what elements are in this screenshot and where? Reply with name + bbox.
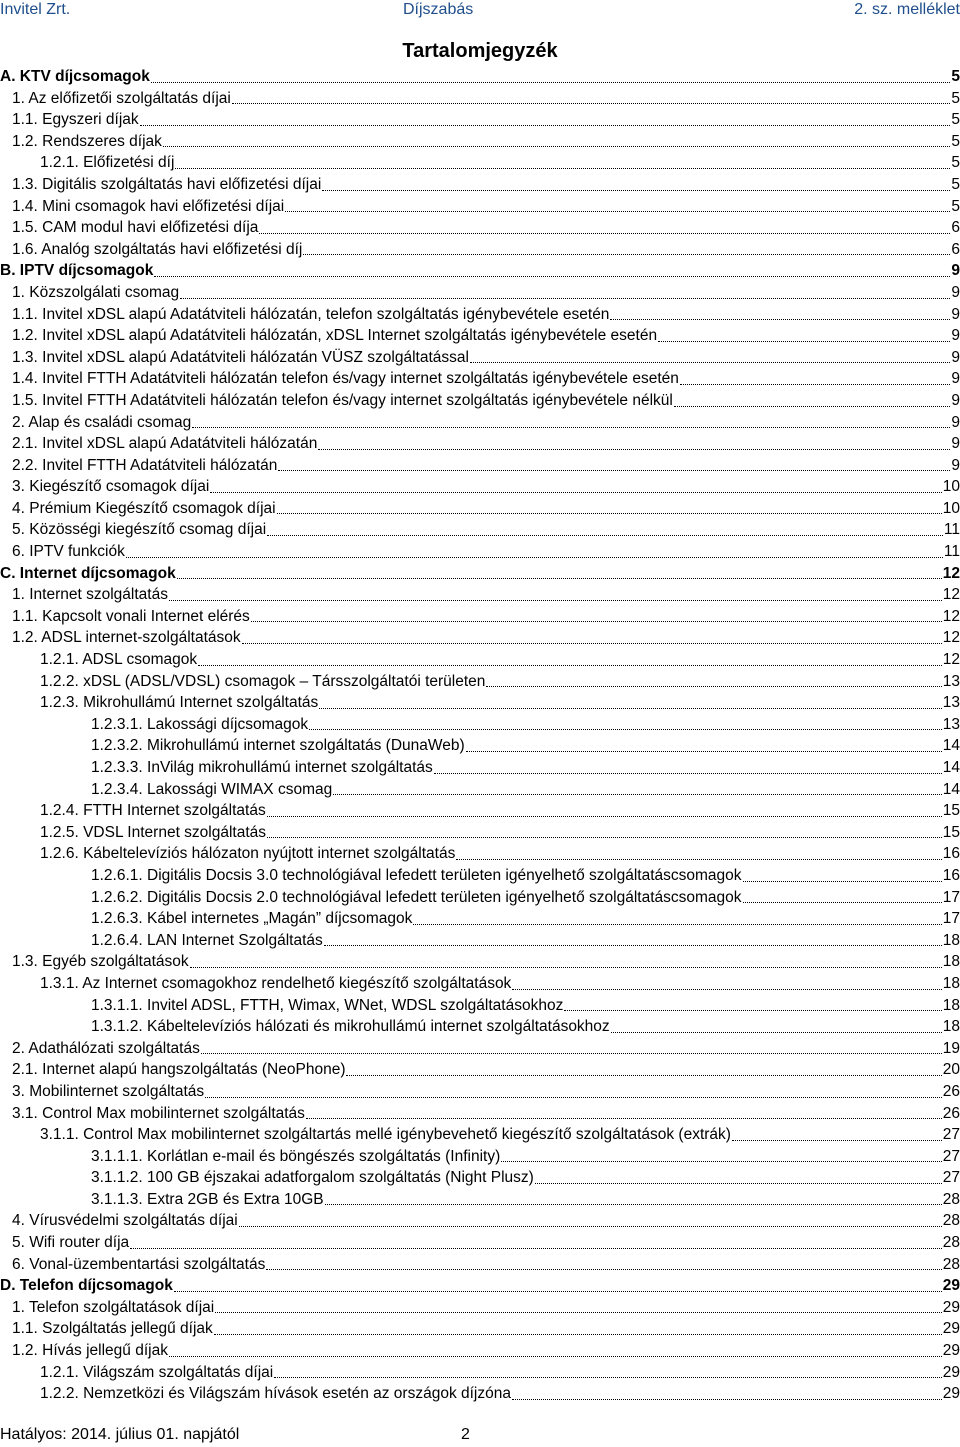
toc-entry[interactable] bbox=[0, 951, 960, 973]
toc-entry-title: 1.2.3.3. InVilág mikrohullámú internet szolgáltatás bbox=[91, 759, 433, 776]
toc-entry[interactable] bbox=[0, 887, 960, 909]
toc-entry-title: 1.1. Szolgáltatás jellegű díjak bbox=[12, 1320, 213, 1338]
toc-entry-title: 1.2.4. FTTH Internet szolgáltatás bbox=[40, 802, 266, 820]
toc-entry-page: 16 bbox=[942, 866, 960, 884]
toc-entry-title: 2.2. Invitel FTTH Adatátviteli hálózatán bbox=[12, 456, 278, 474]
toc-entry[interactable] bbox=[0, 390, 960, 412]
toc-entry-page: 29 bbox=[942, 1363, 960, 1381]
toc-dot-leader bbox=[413, 924, 941, 925]
toc-entry[interactable] bbox=[0, 476, 960, 498]
toc-entry[interactable] bbox=[0, 1383, 960, 1405]
toc-entry[interactable] bbox=[0, 908, 960, 930]
toc-entry-title: 3. Kiegészítő csomagok díjai bbox=[12, 478, 210, 496]
toc-entry-page: 13 bbox=[942, 694, 960, 712]
toc-entry-page: 9 bbox=[951, 305, 960, 323]
toc-entry-page: 29 bbox=[942, 1385, 960, 1403]
toc-entry[interactable] bbox=[0, 973, 960, 995]
toc-entry-title: 1.5. Invitel FTTH Adatátviteli hálózatán telefon és/vagy internet szolgáltatás igénybevétele nélkül bbox=[12, 391, 673, 409]
toc-entry-title: 1.1. Egyszeri díjak bbox=[12, 111, 139, 129]
toc-entry[interactable] bbox=[0, 822, 960, 844]
toc-dot-leader bbox=[322, 190, 950, 191]
footer-page-number: 2 bbox=[461, 1426, 470, 1443]
toc-entry[interactable] bbox=[0, 671, 960, 693]
toc-entry-page: 12 bbox=[942, 586, 960, 604]
toc-dot-leader bbox=[140, 125, 951, 126]
toc-dot-leader bbox=[215, 1312, 942, 1313]
toc-entry-title: 1.2.1. Világszám szolgáltatás díjai bbox=[40, 1363, 274, 1381]
toc-entry-title: 1.2.2. Nemzetközi és Világszám hívások esetén az országok díjzóna bbox=[40, 1385, 511, 1403]
toc-entry-page: 9 bbox=[951, 327, 960, 345]
toc-entry-title: 1.2.3.2. Mikrohullámú internet szolgáltatás (DunaWeb) bbox=[91, 737, 465, 755]
toc-entry-page: 26 bbox=[942, 1104, 960, 1122]
toc-entry-title: 1.2. Rendszeres díjak bbox=[12, 132, 162, 150]
toc-dot-leader bbox=[169, 1356, 942, 1357]
toc-dot-leader bbox=[674, 406, 951, 407]
toc-dot-leader bbox=[259, 233, 950, 234]
toc-dot-leader bbox=[267, 816, 942, 817]
toc-entry-page: 5 bbox=[951, 111, 960, 129]
toc-dot-leader bbox=[309, 729, 942, 730]
toc-entry-title: 5. Wifi router díja bbox=[12, 1234, 130, 1252]
toc-dot-leader bbox=[318, 449, 950, 450]
toc-entry[interactable] bbox=[0, 584, 960, 606]
toc-entry-title: 4. Prémium Kiegészítő csomagok díjai bbox=[12, 499, 276, 517]
toc-entry-page: 29 bbox=[942, 1320, 960, 1338]
toc-entry-page: 17 bbox=[942, 888, 960, 906]
toc-dot-leader bbox=[512, 1399, 942, 1400]
toc-entry-title: 1.4. Mini csomagok havi előfizetési díjai bbox=[12, 197, 285, 215]
toc-entry[interactable] bbox=[0, 1016, 960, 1038]
toc-entry-page: 18 bbox=[942, 953, 960, 971]
toc-entry-title: 3.1.1.3. Extra 2GB és Extra 10GB bbox=[91, 1190, 324, 1208]
toc-dot-leader bbox=[267, 535, 943, 536]
toc-entry-page: 27 bbox=[942, 1147, 960, 1165]
toc-entry-title: D. Telefon díjcsomagok bbox=[0, 1277, 173, 1295]
toc-entry-title: 1.2.5. VDSL Internet szolgáltatás bbox=[40, 823, 267, 841]
toc-entry-page: 27 bbox=[942, 1169, 960, 1187]
toc-entry[interactable] bbox=[0, 304, 960, 326]
toc-entry-title: 1.3. Egyéb szolgáltatások bbox=[12, 953, 189, 971]
toc-entry-title: 1.2.6.1. Digitális Docsis 3.0 technológiával lefedett területen igényelhető szolgáltatáscsomagok bbox=[91, 866, 742, 884]
toc-entry-title: 1.2. ADSL internet-szolgáltatások bbox=[12, 629, 241, 647]
toc-entry-page: 9 bbox=[951, 262, 960, 280]
page-footer bbox=[0, 1425, 960, 1447]
toc-entry-title: 1.2. Invitel xDSL alapú Adatátviteli hálózatán, xDSL Internet szolgáltatás igénybevétele esetén bbox=[12, 327, 658, 345]
toc-dot-leader bbox=[610, 319, 950, 320]
toc-entry[interactable] bbox=[0, 368, 960, 390]
toc-dot-leader bbox=[175, 168, 950, 169]
toc-entry-title: 1.2.6.4. LAN Internet Szolgáltatás bbox=[91, 931, 323, 949]
toc-entry-page: 9 bbox=[951, 370, 960, 388]
toc-entry-title: 1. Internet szolgáltatás bbox=[12, 586, 168, 604]
toc-entry-page: 9 bbox=[951, 283, 960, 301]
toc-dot-leader bbox=[210, 492, 941, 493]
toc-entry-page: 10 bbox=[942, 499, 960, 517]
toc-entry[interactable] bbox=[0, 1103, 960, 1125]
toc-entry-title: B. IPTV díjcsomagok bbox=[0, 262, 154, 280]
toc-dot-leader bbox=[130, 1248, 942, 1249]
toc-dot-leader bbox=[278, 470, 950, 471]
toc-entry-page: 5 bbox=[951, 132, 960, 150]
toc-entry-title: 1. Az előfizetői szolgáltatás díjai bbox=[12, 89, 231, 107]
toc-entry[interactable] bbox=[0, 649, 960, 671]
toc-entry[interactable] bbox=[0, 1232, 960, 1254]
toc-entry-title: 1.3.1.1. Invitel ADSL, FTTH, Wimax, WNet, WDSL szolgáltatásokhoz bbox=[91, 996, 564, 1014]
toc-entry-page: 18 bbox=[942, 931, 960, 949]
toc-dot-leader bbox=[333, 794, 942, 795]
toc-entry-title: 1.6. Analóg szolgáltatás havi előfizetési díj bbox=[12, 240, 303, 258]
toc-dot-leader bbox=[214, 1334, 942, 1335]
toc-dot-leader bbox=[346, 1075, 941, 1076]
toc-entry[interactable] bbox=[0, 1189, 960, 1211]
toc-entry-page: 12 bbox=[942, 651, 960, 669]
toc-dot-leader bbox=[732, 1140, 942, 1141]
toc-dot-leader bbox=[251, 621, 942, 622]
toc-entry-title: 1.1. Kapcsolt vonali Internet elérés bbox=[12, 607, 250, 625]
toc-dot-leader bbox=[151, 82, 951, 83]
toc-entry-page: 9 bbox=[951, 413, 960, 431]
toc-entry[interactable] bbox=[0, 196, 960, 218]
toc-entry-page: 15 bbox=[942, 802, 960, 820]
toc-entry[interactable] bbox=[0, 174, 960, 196]
toc-dot-leader bbox=[285, 211, 950, 212]
toc-dot-leader bbox=[198, 665, 942, 666]
toc-entry[interactable] bbox=[0, 152, 960, 174]
toc-dot-leader bbox=[456, 859, 941, 860]
toc-entry-title: 1.2.6.3. Kábel internetes „Magán” díjcsomagok bbox=[91, 910, 413, 928]
toc-dot-leader bbox=[274, 1377, 942, 1378]
toc-entry-page: 18 bbox=[942, 974, 960, 992]
toc-entry-page: 5 bbox=[951, 197, 960, 215]
toc-entry-page: 29 bbox=[942, 1277, 960, 1295]
toc-entry[interactable] bbox=[0, 109, 960, 131]
toc-entry-title: 1.5. CAM modul havi előfizetési díja bbox=[12, 219, 259, 237]
toc-title: Tartalomjegyzék bbox=[402, 40, 558, 62]
toc-entry-title: 1.2.6. Kábeltelevíziós hálózaton nyújtott internet szolgáltatás bbox=[40, 845, 456, 863]
toc-dot-leader bbox=[434, 773, 942, 774]
toc-entry[interactable] bbox=[0, 1318, 960, 1340]
toc-dot-leader bbox=[319, 708, 941, 709]
toc-dot-leader bbox=[267, 837, 942, 838]
toc-entry[interactable] bbox=[0, 1297, 960, 1319]
toc-entry-page: 17 bbox=[942, 910, 960, 928]
toc-entry-title: 3.1.1. Control Max mobilinternet szolgáltartás mellé igénybevehető kiegészítő szolgáltatások (extrák) bbox=[40, 1126, 731, 1144]
toc-entry-title: 1.2.1. ADSL csomagok bbox=[40, 651, 198, 669]
toc-entry-page: 9 bbox=[951, 435, 960, 453]
table-of-contents bbox=[0, 66, 960, 1405]
toc-entry[interactable] bbox=[0, 995, 960, 1017]
toc-entry[interactable] bbox=[0, 800, 960, 822]
toc-entry[interactable] bbox=[0, 1038, 960, 1060]
toc-entry-title: 4. Vírusvédelmi szolgáltatás díjai bbox=[12, 1212, 238, 1230]
toc-entry-page: 14 bbox=[942, 737, 960, 755]
toc-dot-leader bbox=[535, 1183, 942, 1184]
toc-entry[interactable] bbox=[0, 692, 960, 714]
toc-entry[interactable] bbox=[0, 930, 960, 952]
toc-entry-page: 18 bbox=[942, 996, 960, 1014]
toc-dot-leader bbox=[306, 1118, 942, 1119]
toc-entry-page: 15 bbox=[942, 823, 960, 841]
toc-entry-page: 13 bbox=[942, 715, 960, 733]
toc-dot-leader bbox=[174, 1291, 942, 1292]
toc-dot-leader bbox=[180, 298, 950, 299]
toc-dot-leader bbox=[611, 1032, 942, 1033]
toc-entry-title: 6. IPTV funkciók bbox=[12, 543, 125, 561]
toc-entry[interactable] bbox=[0, 1210, 960, 1232]
toc-entry-page: 18 bbox=[942, 1018, 960, 1036]
toc-entry[interactable] bbox=[0, 1340, 960, 1362]
toc-dot-leader bbox=[163, 146, 950, 147]
toc-entry-page: 28 bbox=[942, 1190, 960, 1208]
toc-entry[interactable] bbox=[0, 325, 960, 347]
toc-entry-page: 20 bbox=[942, 1061, 960, 1079]
toc-entry-title: 1.2.3.4. Lakossági WIMAX csomag bbox=[91, 780, 333, 798]
toc-entry-title: 1.2.3. Mikrohullámú Internet szolgáltatás bbox=[40, 694, 319, 712]
toc-entry-page: 5 bbox=[951, 89, 960, 107]
toc-entry-title: 1.3.1.2. Kábeltelevíziós hálózati és mikrohullámú internet szolgáltatásokhoz bbox=[91, 1018, 610, 1036]
toc-entry[interactable] bbox=[0, 1362, 960, 1384]
toc-entry-title: 1.2.1. Előfizetési díj bbox=[40, 154, 175, 172]
toc-dot-leader bbox=[205, 1097, 942, 1098]
toc-entry[interactable] bbox=[0, 1167, 960, 1189]
header-document-title: Díjszabás bbox=[403, 1, 474, 18]
toc-entry-page: 28 bbox=[942, 1212, 960, 1230]
toc-entry-page: 11 bbox=[943, 521, 960, 539]
toc-entry[interactable] bbox=[0, 779, 960, 801]
toc-dot-leader bbox=[501, 1161, 942, 1162]
toc-entry[interactable] bbox=[0, 239, 960, 261]
toc-entry-page: 28 bbox=[942, 1255, 960, 1273]
toc-dot-leader bbox=[680, 384, 950, 385]
toc-entry[interactable] bbox=[0, 1124, 960, 1146]
toc-dot-leader bbox=[466, 751, 942, 752]
toc-entry-page: 14 bbox=[942, 759, 960, 776]
toc-entry-page: 6 bbox=[951, 240, 960, 258]
toc-dot-leader bbox=[169, 600, 942, 601]
toc-dot-leader bbox=[303, 254, 950, 255]
toc-entry[interactable] bbox=[0, 498, 960, 520]
toc-entry-title: A. KTV díjcsomagok bbox=[0, 68, 150, 85]
toc-dot-leader bbox=[126, 557, 943, 558]
toc-entry[interactable] bbox=[0, 347, 960, 369]
toc-dot-leader bbox=[190, 967, 942, 968]
toc-entry-title: 2.1. Internet alapú hangszolgáltatás (NeoPhone) bbox=[12, 1061, 346, 1079]
toc-entry-page: 5 bbox=[951, 68, 960, 85]
toc-entry[interactable] bbox=[0, 541, 960, 563]
toc-dot-leader bbox=[201, 1053, 942, 1054]
toc-entry[interactable] bbox=[0, 1059, 960, 1081]
toc-dot-leader bbox=[743, 881, 942, 882]
toc-dot-leader bbox=[277, 513, 942, 514]
toc-entry[interactable] bbox=[0, 563, 960, 585]
toc-entry[interactable] bbox=[0, 735, 960, 757]
toc-entry[interactable] bbox=[0, 606, 960, 628]
toc-dot-leader bbox=[177, 578, 942, 579]
toc-dot-leader bbox=[192, 427, 950, 428]
toc-entry-title: 2. Alap és családi csomag bbox=[12, 413, 192, 431]
toc-entry-title: 1.2.2. xDSL (ADSL/VDSL) csomagok – Társszolgáltatói területen bbox=[40, 672, 486, 690]
toc-entry[interactable] bbox=[0, 1254, 960, 1276]
toc-entry-title: 1.3. Invitel xDSL alapú Adatátviteli hálózatán VÜSZ szolgáltatással bbox=[12, 348, 469, 366]
toc-entry-page: 29 bbox=[942, 1298, 960, 1316]
toc-dot-leader bbox=[743, 902, 942, 903]
toc-entry-page: 9 bbox=[951, 391, 960, 409]
toc-entry[interactable] bbox=[0, 1081, 960, 1103]
toc-entry-page: 9 bbox=[951, 456, 960, 474]
toc-entry-title: 3.1.1.1. Korlátlan e-mail és böngészés szolgáltatás (Infinity) bbox=[91, 1147, 501, 1165]
toc-entry-title: 2.1. Invitel xDSL alapú Adatátviteli hálózatán bbox=[12, 435, 318, 453]
toc-entry-title: 1.3. Digitális szolgáltatás havi előfizetési díjai bbox=[12, 175, 322, 193]
toc-dot-leader bbox=[564, 1010, 941, 1011]
toc-dot-leader bbox=[658, 341, 950, 342]
toc-entry[interactable] bbox=[0, 260, 960, 282]
toc-entry-page: 9 bbox=[951, 348, 960, 366]
toc-entry[interactable] bbox=[0, 1275, 960, 1297]
toc-entry[interactable] bbox=[0, 865, 960, 887]
toc-entry-page: 12 bbox=[942, 564, 960, 582]
toc-entry-page: 28 bbox=[942, 1234, 960, 1252]
toc-dot-leader bbox=[512, 989, 941, 990]
header-annex: 2. sz. melléklet bbox=[854, 1, 960, 18]
toc-entry-page: 6 bbox=[951, 219, 960, 237]
footer-effective-date: Hatályos: 2014. július 01. napjától bbox=[0, 1426, 240, 1443]
toc-entry-title: 2. Adathálózati szolgáltatás bbox=[12, 1039, 200, 1057]
toc-entry[interactable] bbox=[0, 66, 960, 88]
toc-entry[interactable] bbox=[0, 714, 960, 736]
toc-entry-title: 5. Közösségi kiegészítő csomag díjai bbox=[12, 521, 267, 539]
toc-entry[interactable] bbox=[0, 131, 960, 153]
toc-entry-page: 11 bbox=[943, 543, 960, 561]
toc-entry[interactable] bbox=[0, 455, 960, 477]
toc-entry-title: 1.3.1. Az Internet csomagokhoz rendelhető kiegészítő szolgáltatások bbox=[40, 974, 512, 992]
toc-entry-title: 1.1. Invitel xDSL alapú Adatátviteli hálózatán, telefon szolgáltatás igénybevétele esetén bbox=[12, 305, 610, 323]
toc-dot-leader bbox=[242, 643, 942, 644]
toc-dot-leader bbox=[232, 103, 951, 104]
toc-entry[interactable] bbox=[0, 217, 960, 239]
toc-entry-title: 1.2. Hívás jellegű díjak bbox=[12, 1342, 168, 1360]
toc-dot-leader bbox=[154, 276, 950, 277]
toc-dot-leader bbox=[325, 1204, 942, 1205]
toc-entry-page: 14 bbox=[942, 780, 960, 798]
toc-entry-title: 3.1.1.2. 100 GB éjszakai adatforgalom szolgáltatás (Night Plusz) bbox=[91, 1169, 534, 1187]
toc-entry[interactable] bbox=[0, 1146, 960, 1168]
toc-entry-page: 19 bbox=[942, 1039, 960, 1057]
toc-entry-title: 1. Közszolgálati csomag bbox=[12, 283, 180, 301]
toc-entry[interactable] bbox=[0, 843, 960, 865]
toc-entry-title: 1.2.3.1. Lakossági díjcsomagok bbox=[91, 715, 309, 733]
toc-entry-title: 6. Vonal-üzembentartási szolgáltatás bbox=[12, 1255, 266, 1273]
header-company: Invitel Zrt. bbox=[0, 1, 71, 18]
toc-entry[interactable] bbox=[0, 433, 960, 455]
toc-entry-page: 5 bbox=[951, 154, 960, 172]
toc-entry-title: 1.4. Invitel FTTH Adatátviteli hálózatán telefon és/vagy internet szolgáltatás igénybevétele esetén bbox=[12, 370, 679, 388]
toc-entry-page: 29 bbox=[942, 1342, 960, 1360]
toc-entry-title: 3. Mobilinternet szolgáltatás bbox=[12, 1082, 205, 1100]
toc-entry[interactable] bbox=[0, 627, 960, 649]
toc-entry[interactable] bbox=[0, 519, 960, 541]
toc-entry-page: 5 bbox=[951, 175, 960, 193]
toc-entry[interactable] bbox=[0, 282, 960, 304]
toc-dot-leader bbox=[470, 362, 950, 363]
toc-entry-page: 16 bbox=[942, 845, 960, 863]
toc-entry-title: 3.1. Control Max mobilinternet szolgáltatás bbox=[12, 1104, 305, 1122]
toc-dot-leader bbox=[486, 686, 941, 687]
toc-entry-page: 12 bbox=[942, 629, 960, 647]
toc-entry[interactable] bbox=[0, 412, 960, 434]
toc-entry-page: 13 bbox=[942, 672, 960, 690]
toc-entry-page: 27 bbox=[942, 1126, 960, 1144]
toc-entry-page: 10 bbox=[942, 478, 960, 496]
toc-entry-title: 1.2.6.2. Digitális Docsis 2.0 technológiával lefedett területen igényelhető szolgáltatáscsomagok bbox=[91, 888, 742, 906]
toc-entry-title: 1. Telefon szolgáltatások díjai bbox=[12, 1298, 215, 1316]
toc-entry-page: 12 bbox=[942, 607, 960, 625]
toc-dot-leader bbox=[239, 1226, 942, 1227]
toc-entry-page: 26 bbox=[942, 1082, 960, 1100]
toc-entry[interactable] bbox=[0, 88, 960, 110]
toc-entry-title: C. Internet díjcsomagok bbox=[0, 564, 176, 582]
toc-dot-leader bbox=[324, 945, 942, 946]
toc-entry[interactable] bbox=[0, 757, 960, 779]
toc-dot-leader bbox=[266, 1269, 941, 1270]
page-header bbox=[0, 0, 960, 22]
